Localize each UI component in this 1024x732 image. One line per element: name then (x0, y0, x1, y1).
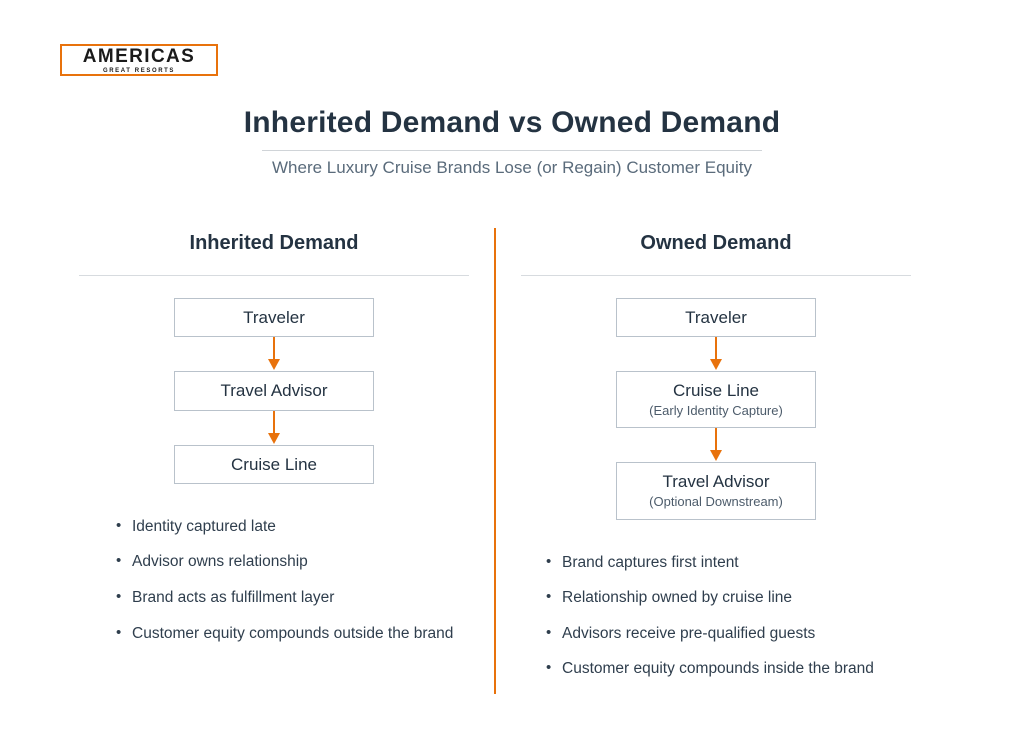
column-owned-demand (516, 232, 916, 696)
page-title: Inherited Demand vs Owned Demand (243, 106, 781, 139)
flow-node-sublabel: (Early Identity Capture) (649, 402, 783, 418)
bullet-list (116, 518, 474, 643)
title-divider (262, 150, 762, 151)
flow-diagram (516, 298, 916, 520)
flow-node (174, 371, 374, 410)
brand-logo (60, 44, 218, 76)
column-inherited-demand (74, 232, 474, 660)
column-divider (79, 275, 469, 276)
arrow-down-icon (267, 411, 281, 445)
bullet-list (546, 554, 916, 679)
flow-node-label: Traveler (243, 308, 305, 327)
column-heading: Owned Demand (640, 232, 792, 254)
list-item: • Advisor owns relationship (116, 553, 474, 572)
arrow-down-icon (709, 337, 723, 371)
arrow-down-icon (709, 428, 723, 462)
flow-node (174, 445, 374, 484)
flow-node (616, 371, 816, 428)
list-item: • Identity captured late (116, 518, 474, 537)
flow-node (174, 298, 374, 337)
flow-diagram (74, 298, 474, 484)
list-item: • Advisors receive pre-qualified guests (546, 625, 916, 644)
flow-node-label: Cruise Line (231, 454, 317, 474)
column-divider (521, 275, 911, 276)
flow-node (616, 462, 816, 519)
flow-node (616, 298, 816, 337)
flow-node-label: Cruise Line (673, 381, 759, 401)
flow-node-label: Travel Advisor (220, 381, 328, 401)
list-item: • Customer equity compounds inside the brand (546, 660, 916, 679)
page-subtitle: Where Luxury Cruise Brands Lose (or Regain) Customer Equity (272, 158, 752, 177)
list-item: • Customer equity compounds outside the brand (116, 625, 474, 644)
center-divider (494, 228, 496, 694)
flow-node-label: Travel Advisor (662, 472, 770, 492)
list-item: • Brand captures first intent (546, 554, 916, 573)
logo-wordmark: AMERICAS (82, 45, 196, 67)
flow-node-label: Traveler (685, 308, 747, 327)
arrow-down-icon (267, 337, 281, 371)
logo-tagline: GREAT RESORTS (102, 67, 176, 74)
column-heading: Inherited Demand (189, 232, 359, 254)
list-item: • Relationship owned by cruise line (546, 589, 916, 608)
flow-node-sublabel: (Optional Downstream) (649, 493, 783, 509)
list-item: • Brand acts as fulfillment layer (116, 589, 474, 608)
